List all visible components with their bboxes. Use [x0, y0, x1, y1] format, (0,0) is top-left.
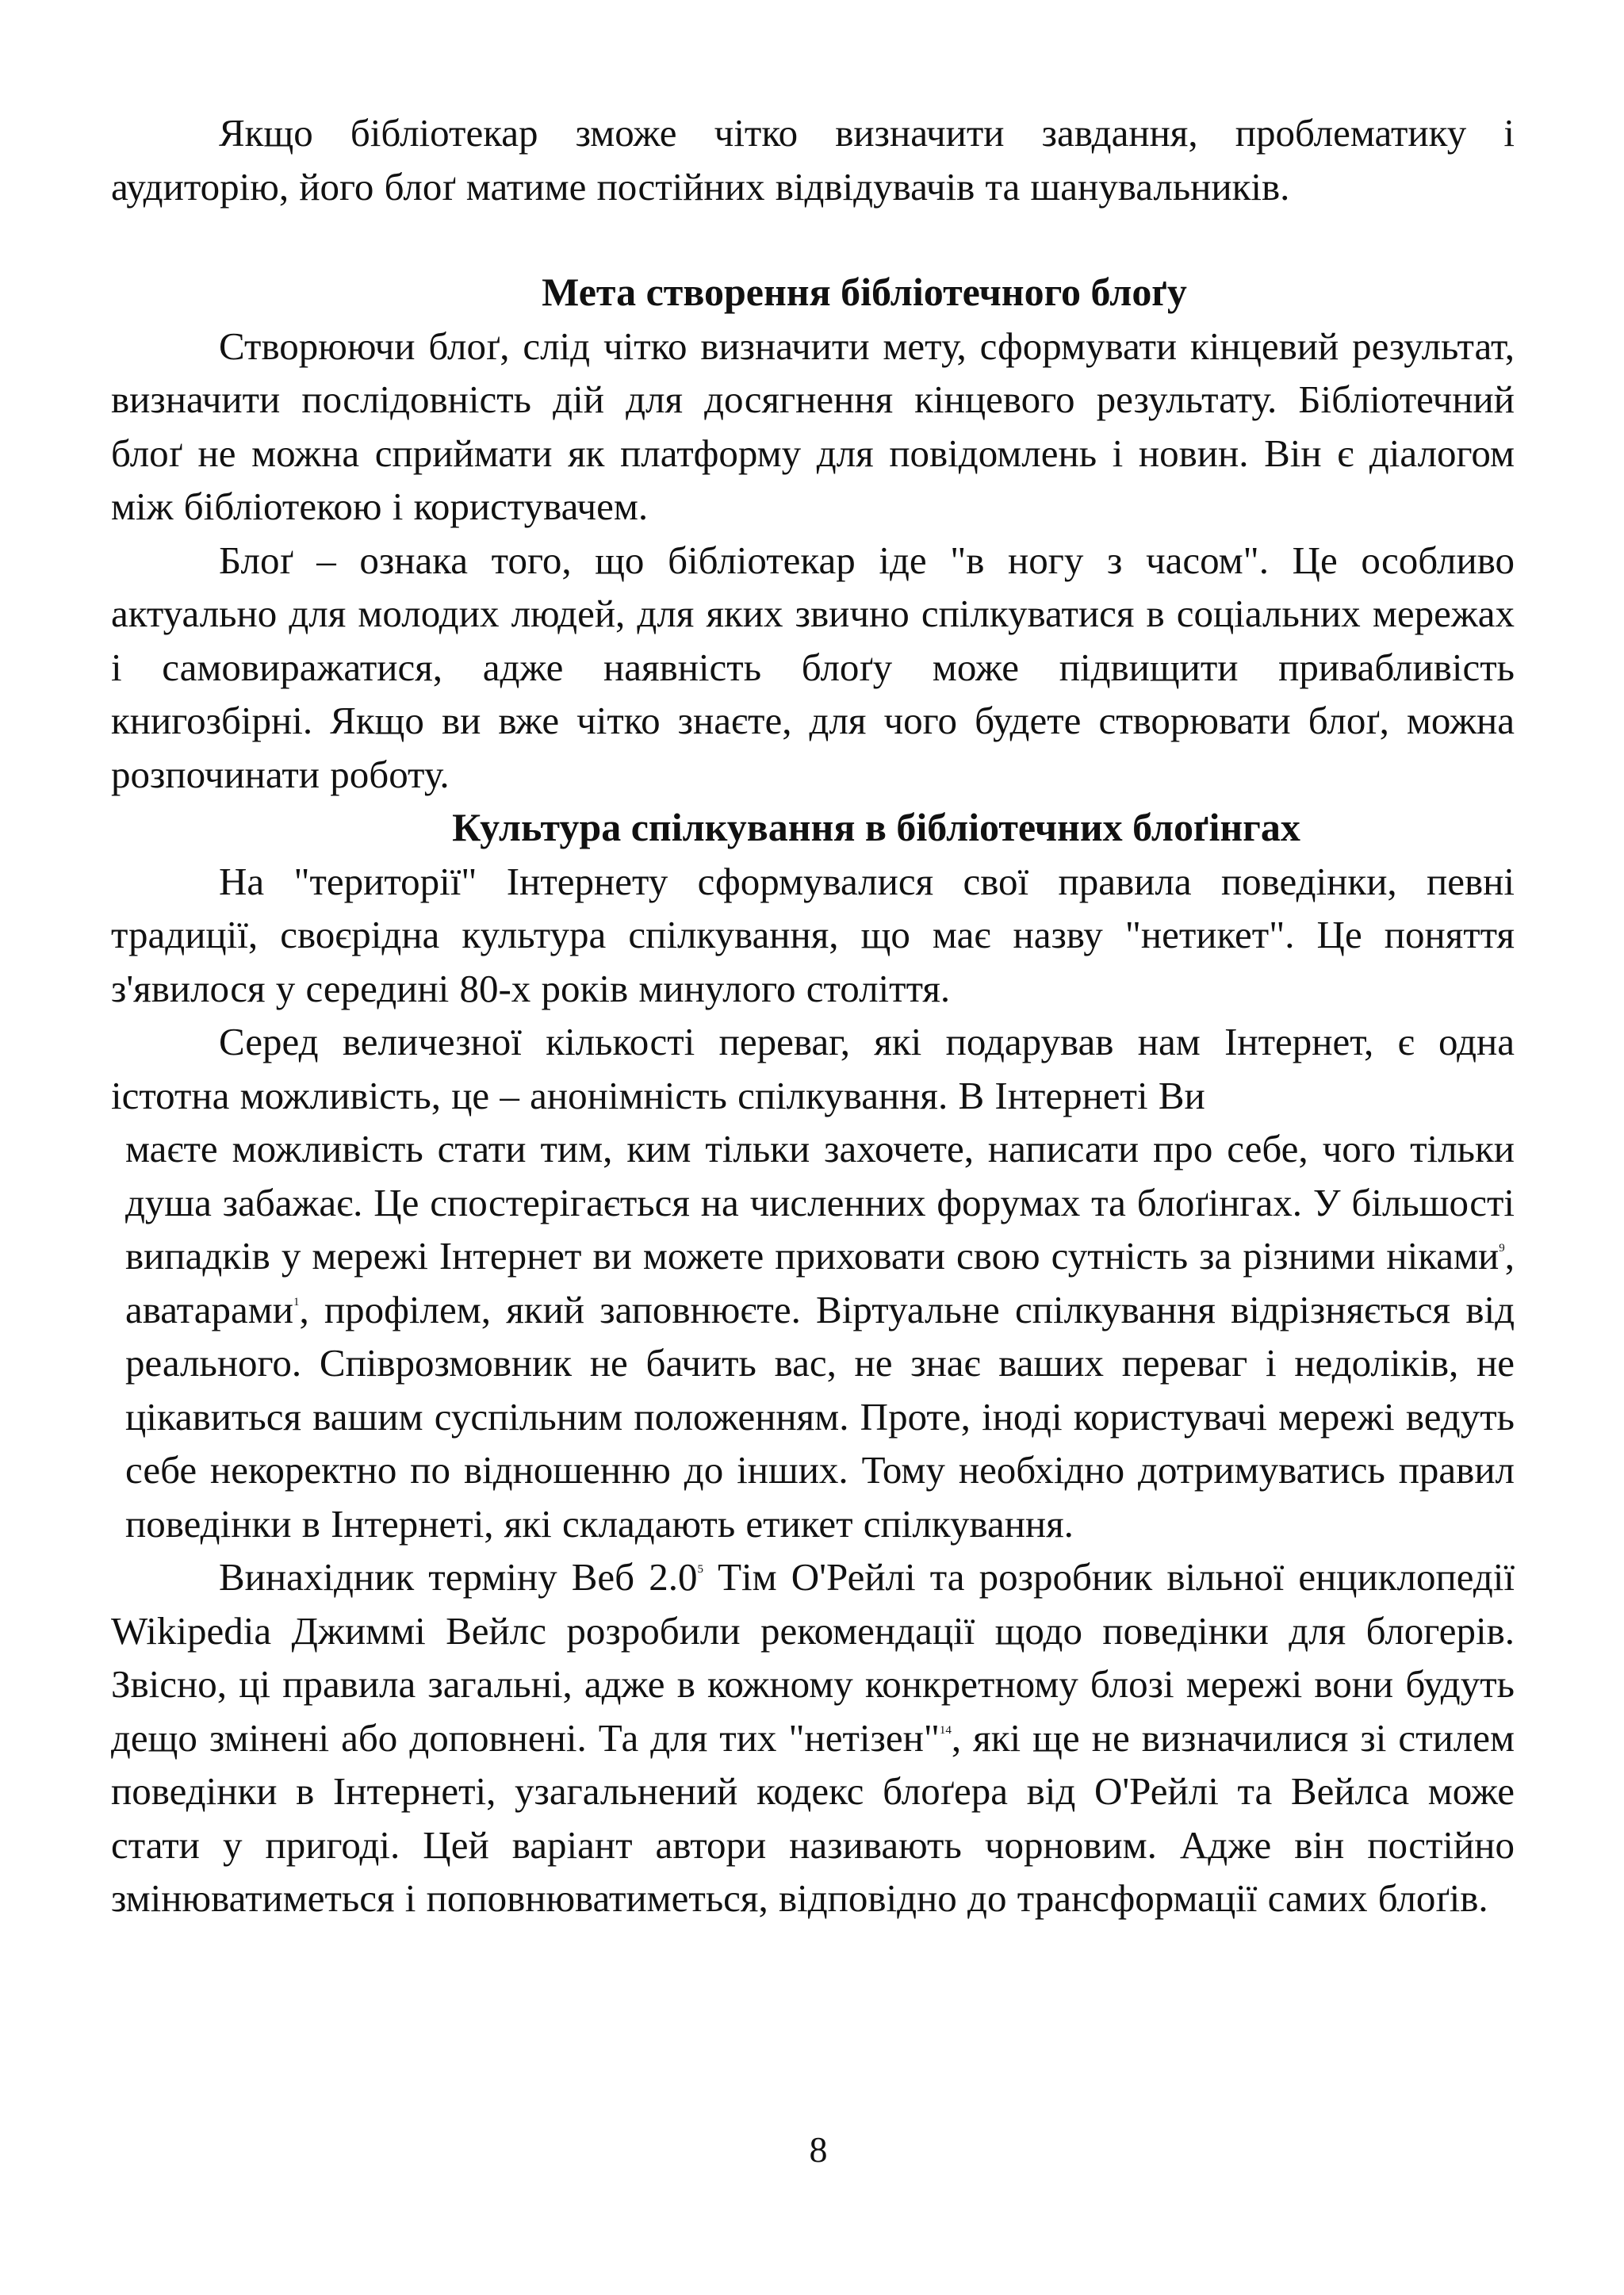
paragraph-text: Винахідник терміну Веб 2.0: [219, 1555, 698, 1599]
paragraph-text: Тім О'Рейлі та розробник вільної енциклопедії Wikipedia Джиммі Вейлс розробили рекомендації щодо поведінки для блогерів. Звісно, ці правила загальні, адже в кожному конкретному блозі мережі вони будуть дещо змінені або доповнені. Та для тих "нетізен": [111, 1555, 1515, 1760]
culture-paragraph-2-continuation: [111, 1122, 1515, 1550]
intro-paragraph: Якщо бібліотекар зможе чітко визначити завдання, проблематику і аудиторію, його блоґ матиме постійних відвідувачів та шанувальників.: [111, 111, 1515, 209]
paragraph-text: , профілем, який заповнюєте. Віртуальне спілкування відрізняється від реального. Співрозмовник не бачить вас, не знає ваших переваг і недоліків, не цікавиться вашим суспільним положенням. Проте, іноді користувачі мережі ведуть себе некоректно по відношенню до інших. Тому необхідно дотримуватись правил поведінки в Інтернеті, які складають етикет спілкування.: [125, 1287, 1515, 1546]
paragraph-text: , аватарами: [125, 1234, 1515, 1331]
section-heading-goal: Мета створення бібліотечного блоґу: [542, 270, 1187, 314]
goal-paragraph-2: Блоґ – ознака того, що бібліотекар іде "в ногу з часом". Це особливо актуально для молодих людей, для яких звично спілкуватися в соціальних мережах і самовиражатися, адже наявність блоґу може підвищити привабливість книгозбірні. Якщо ви вже чітко знаєте, для чого будете створювати блоґ, можна розпочинати роботу.: [111, 538, 1515, 796]
paragraph-text: , які ще не визначилися зі стилем поведінки в Інтернеті, узагальнений кодекс блоґера від О'Рейлі та Вейлса може стати у пригоді. Цей варіант автори називають чорновим. Адже він постійно змінюватиметься і поповнюватиметься, відповідно до трансформації самих блоґів.: [111, 1715, 1515, 1920]
section-heading-culture: Культура спілкування в бібліотечних блоґінгах: [452, 805, 1300, 849]
page-body: [111, 106, 1515, 1925]
footnote-marker: 5: [697, 1563, 703, 1576]
footnote-marker: 1: [293, 1295, 300, 1308]
goal-paragraph-1: Створюючи блоґ, слід чітко визначити мету, сформувати кінцевий результат, визначити послідовність дій для досягнення кінцевого результату. Бібліотечний блоґ не можна сприймати як платформу для повідомлень і новин. Він є діалогом між бібліотекою і користувачем.: [111, 324, 1515, 528]
paragraph-text: маєте можливість стати тим, ким тільки захочете, написати про себе, чого тільки душа забажає. Це спостерігається на численних форумах та блоґінгах. У більшості випадків у мережі Інтернет ви можете приховати свою сутність за різними ніками: [125, 1127, 1515, 1278]
footnote-marker: 14: [939, 1723, 952, 1737]
culture-paragraph-3: [111, 1550, 1515, 1925]
culture-paragraph-1: На "території" Інтернету сформувалися свої правила поведінки, певні традиції, своєрідна культура спілкування, що має назву "нетикет". Це поняття з'явилося у середині 80-х років минулого століття.: [111, 859, 1515, 1010]
footnote-marker: 9: [1499, 1242, 1505, 1255]
page-number: 8: [809, 2129, 828, 2170]
culture-paragraph-2-first-line: Серед величезної кількості переваг, які подарував нам Інтернет, є одна істотна можливість, це – анонімність спілкування. В Інтернеті Ви: [111, 1020, 1515, 1117]
culture-paragraph-2: [111, 1015, 1515, 1550]
